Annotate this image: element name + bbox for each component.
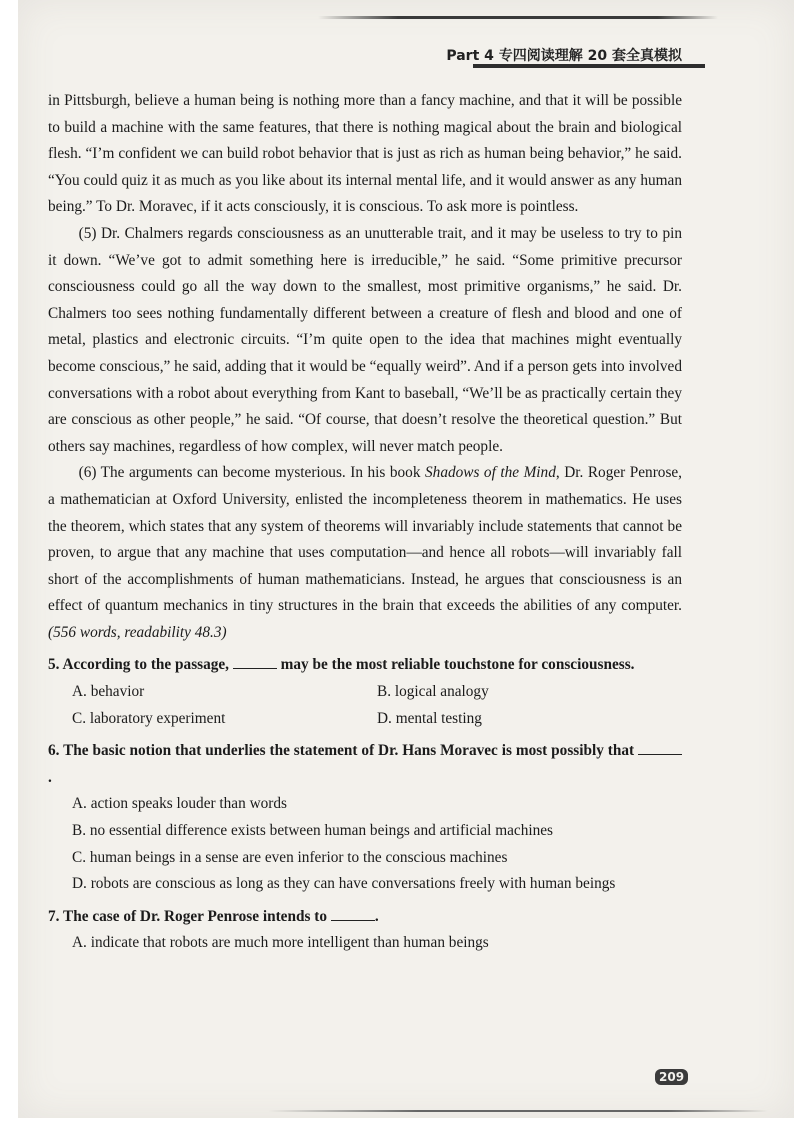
question-5-options — [48, 679, 682, 732]
q5-stem-a: 5. According to the passage, — [48, 656, 233, 674]
page-number: 209 — [655, 1069, 688, 1085]
word-count-note: (556 words, readability 48.3) — [48, 623, 227, 641]
passage-paragraph-5: (5) Dr. Chalmers regards consciousness as an unutterable trait, and it may be useless to try to pin it down. “We’ve got to admit something here is irreducible,” he said. “Some primitive precursor consciousness could go all the way down to the smallest, most primitive organisms,” he said. Dr. Chalmers too sees nothing fundamentally different between a creature of flesh and blood and one of metal, plastics and electronic circuits. “I’m quite open to the idea that machines might eventually become conscious,” he said, adding that it would be “equally weird”. And if a person gets into involved conversations with a robot about everything from Kant to baseball, “We’ll be as practically certain they are conscious as other people,” he said. “Of course, that doesn’t resolve the theoretical question.” But others say machines, regardless of how complex, will never match people. — [48, 224, 682, 455]
question-7-options — [48, 930, 682, 957]
p6-text-a: (6) The arguments can become mysterious. In his book — [78, 464, 426, 482]
q7-blank — [331, 906, 375, 921]
question-7-stem — [48, 904, 682, 931]
q5-option-a: A. behavior — [72, 683, 145, 701]
q6-stem-b: . — [48, 768, 52, 786]
q5-stem-b: may be the most reliable touchstone for consciousness. — [276, 656, 635, 674]
q6-option-a: A. action speaks louder than words — [72, 795, 287, 813]
q7-option-a: A. indicate that robots are much more intelligent than human beings — [72, 934, 489, 952]
page-content — [48, 88, 682, 957]
q7-stem-b: . — [374, 907, 379, 925]
question-5-stem — [48, 652, 682, 679]
q5-option-c: C. laboratory experiment — [72, 709, 226, 727]
passage-paragraph-6 — [48, 460, 682, 646]
q6-blank — [638, 740, 682, 755]
q7-stem-a: 7. The case of Dr. Roger Penrose intends to — [48, 907, 331, 925]
running-header: Part 4 专四阅读理解 20 套全真模拟 — [446, 48, 682, 64]
question-6-stem — [48, 738, 682, 791]
q5-blank — [233, 654, 277, 669]
q5-option-b: B. logical analogy — [377, 683, 489, 701]
header-rule — [473, 64, 705, 68]
q6-option-d: D. robots are conscious as long as they can have conversations freely with human beings — [72, 875, 616, 893]
book-page — [18, 0, 794, 1118]
q6-option-c: C. human beings in a sense are even inferior to the conscious machines — [72, 848, 508, 866]
book-title: Shadows of the Mind — [425, 464, 556, 482]
passage-paragraph-1: in Pittsburgh, believe a human being is nothing more than a fancy machine, and that it will be possible to build a machine with the same features, that there is nothing magical about the brain and biological flesh. “I’m confident we can build robot behavior that is just as rich as human being behavior,” he said. “You could quiz it as much as you like about its internal mental life, and it would answer as any human being.” To Dr. Moravec, if it acts consciously, it is conscious. To ask more is pointless. — [48, 92, 682, 216]
p6-text-b: , Dr. Roger Penrose, a mathematician at Oxford University, enlisted the incompleteness theorem in mathematics. He uses the theorem, which states that any system of theorems will invariably include statements that cannot be proven, to argue that any machine that uses computation—and hence all robots—will invariably fall short of the accomplishments of human mathematicians. Instead, he argues that consciousness is an effect of quantum mechanics in tiny structures in the brain that exceeds the abilities of any computer. — [48, 464, 683, 615]
top-rule — [318, 16, 718, 19]
bottom-rule — [268, 1110, 768, 1112]
question-6-options — [48, 791, 682, 897]
q5-option-d: D. mental testing — [377, 709, 482, 727]
q6-option-b: B. no essential difference exists between human beings and artificial machines — [72, 822, 553, 840]
q6-stem-a: 6. The basic notion that underlies the statement of Dr. Hans Moravec is most possibly that — [48, 742, 638, 760]
